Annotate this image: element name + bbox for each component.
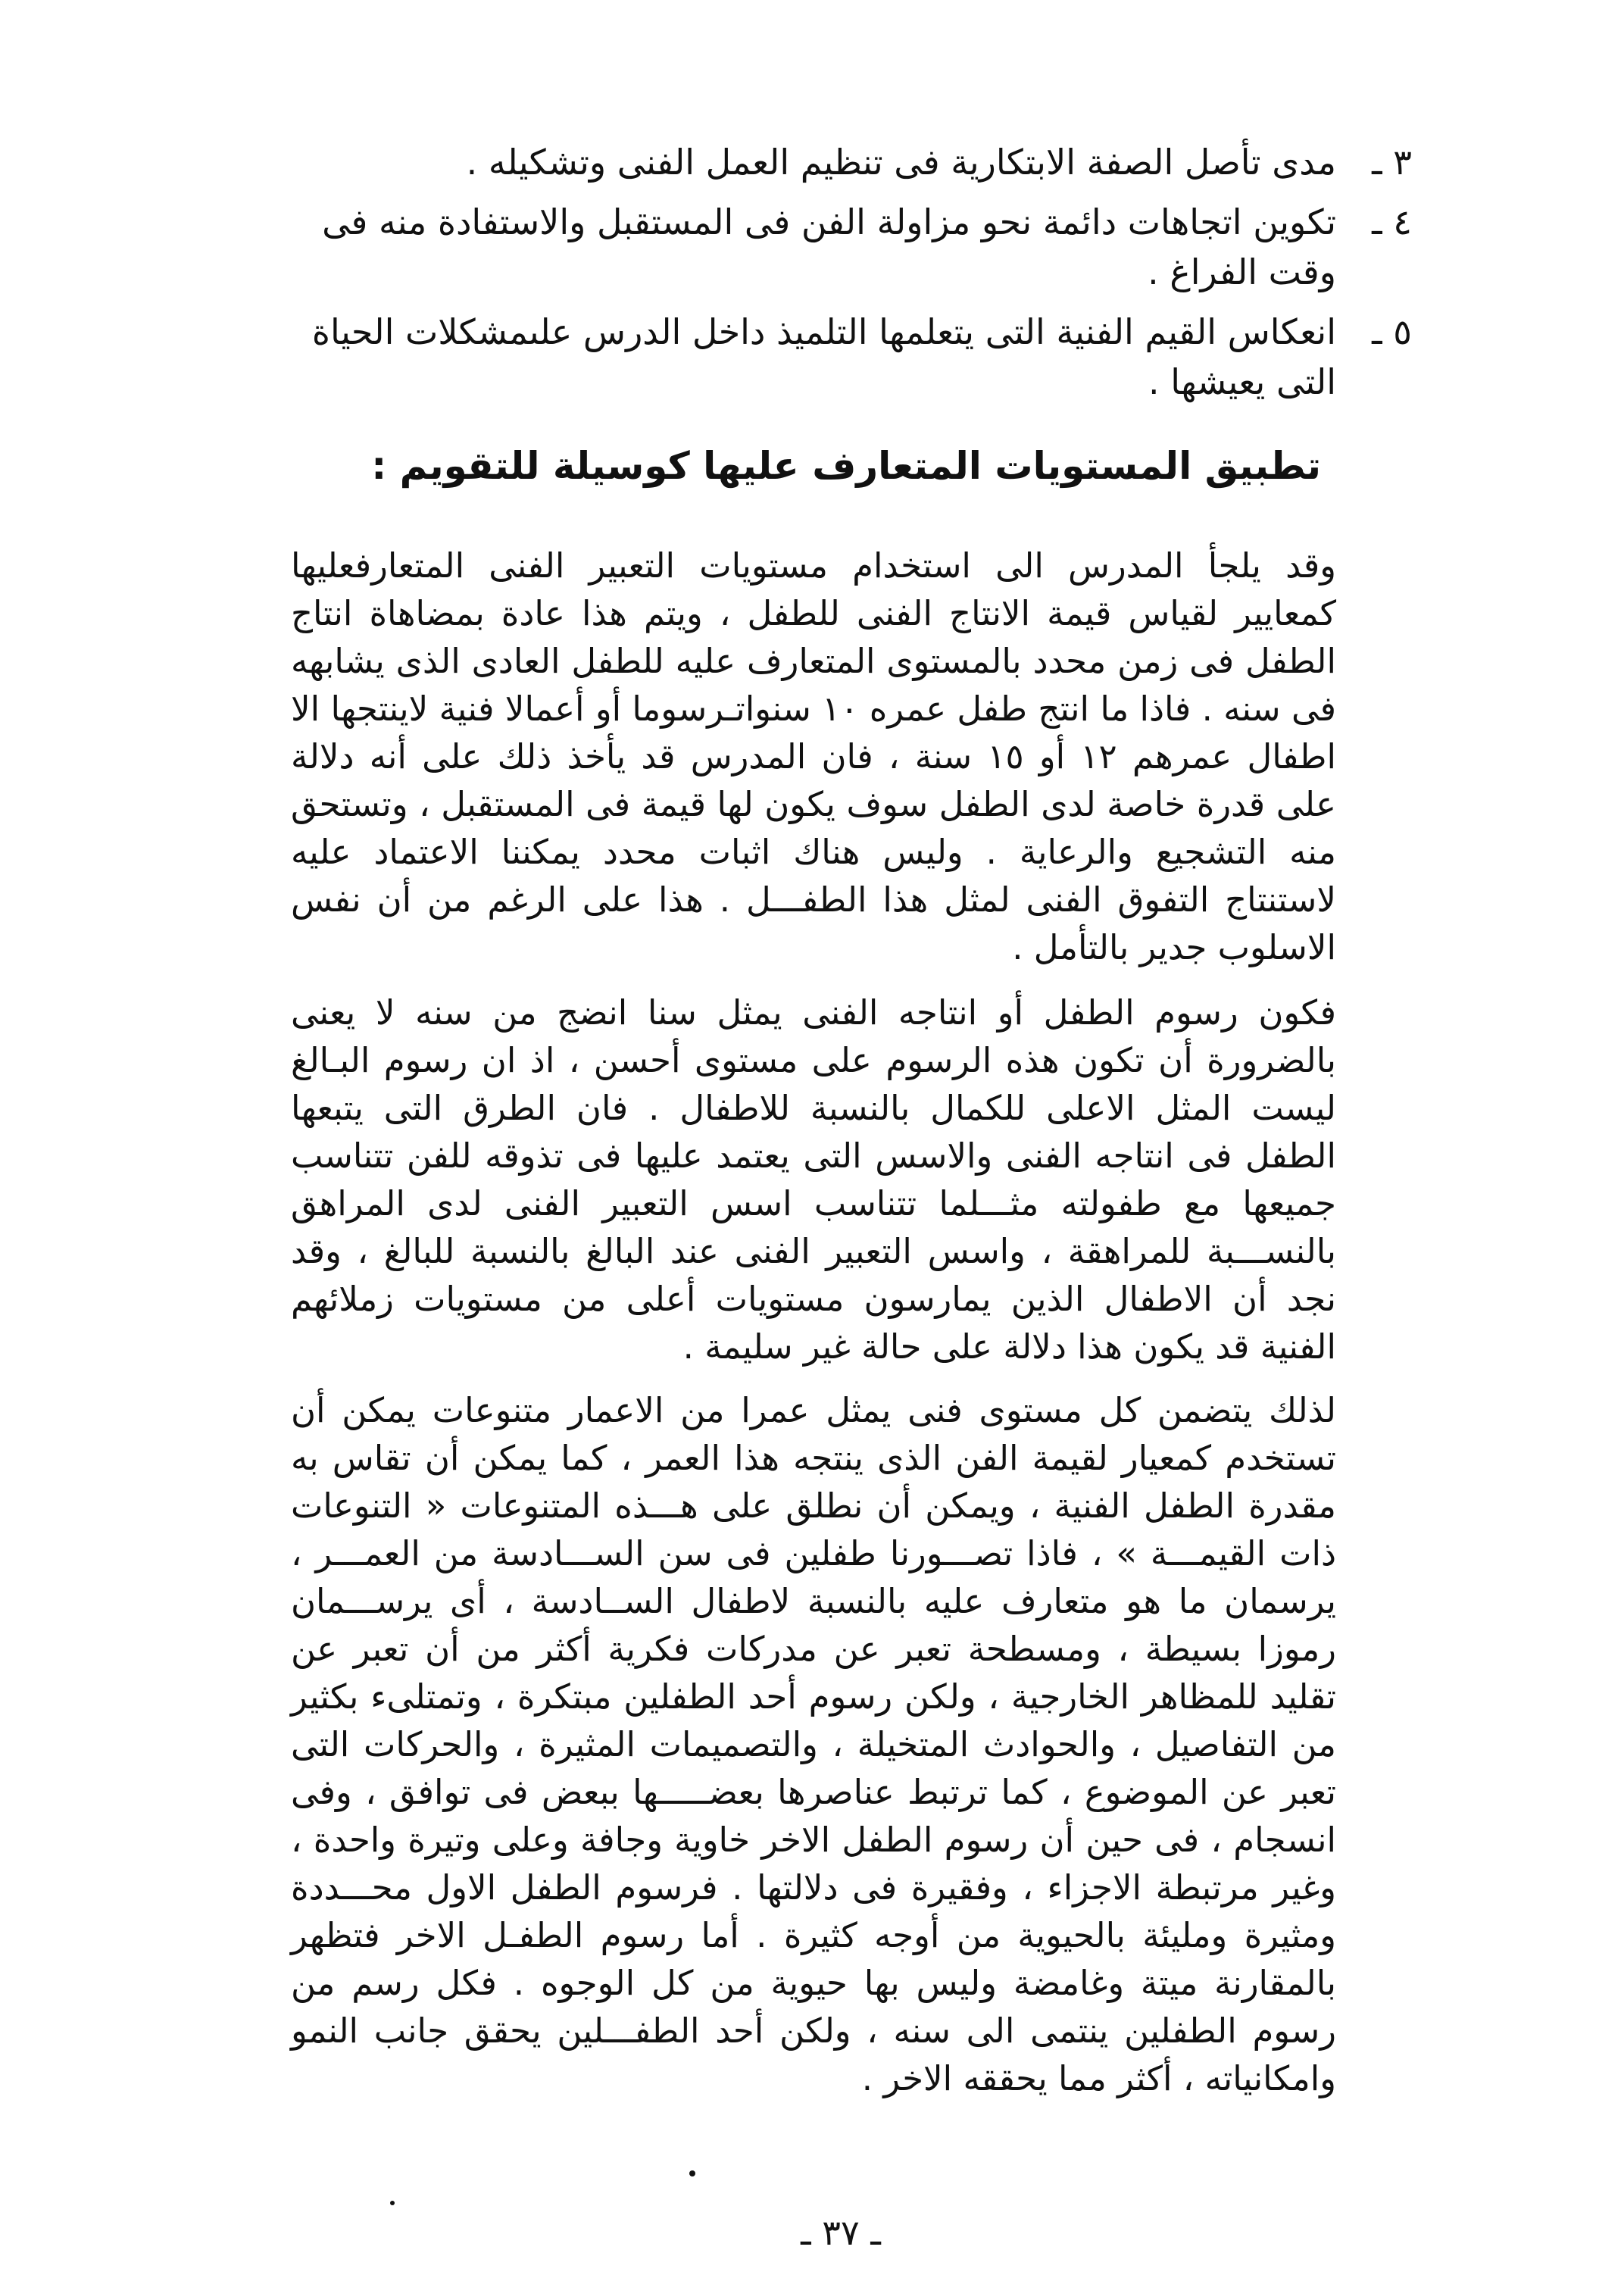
paragraph-3: لذلك يتضمن كل مستوى فنى يمثل عمرا من الاعمار متنوعات يمكن أن تستخدم كمعيار لقيمة الفن الذى ينتجه هذا العمر ، كما يمكن أن تقاس به مقدرة الطفل الفنية ، ويمكن أن نطلق على هـــذه المتنوعات « التنوعات ذات القيمـــة » ، فاذا تصـــورنا طفلين فى سن الســـادسة من العمـــر ، يرسمان ما هو متعارف عليه بالنسبة لاطفال الســادسة ، أى يرســـمان رموزا بسيطة ، ومسطحة تعبر عن مدركات فكرية أكثر من أن تعبر عن تقليد للمظاهر الخارجية ، ولكن رسوم أحد الطفلين مبتكرة ، وتمتلىء بكثير من التفاصيل ، والحوادث المتخيلة ، والتصميمات المثيرة ، والحركات التى تعبر عن الموضوع ، كما ترتبط عناصرها بعضـــــها ببعض فى توافق ، وفى انسجام ، فى حين أن رسوم الطفل الاخر خاوية وجافة وعلى وتيرة واحدة ، وغير مرتبطة الاجزاء ، وفقيرة فى دلالتها . فرسوم الطفل الاول محـــددة ومثيرة ومليئة بالحيوية من أوجه كثيرة . أما رسوم الطفـل الاخر فتظهر بالمقارنة ميتة وغامضة وليس بها حيوية من كل الوجوه . فكل رسم من رسوم الطفلين ينتمى الى سنه ، ولكن أحد الطفـــلين يحقق جانب النمو وامكانياته ، أكثر مما يحققه الاخر . — [291, 1390, 1336, 2098]
list-item-text: مدى تأصل الصفة الابتكارية فى تنظيم العمل الفنى وتشكيله . — [466, 142, 1336, 183]
list-item-text: انعكاس القيم الفنية التى يتعلمها التلميذ داخل الدرس علىمشكلات الحياة التى يعيشها . — [311, 311, 1336, 402]
paragraph-1: وقد يلجأ المدرس الى استخدام مستويات التعبير الفنى المتعارفعليها كمعايير لقياس قيمة الانتاج الفنى للطفل ، ويتم هذا عادة بمضاهاة انتاج الطفل فى زمن محدد بالمستوى المتعارف عليه للطفل العادى الذى يشابهه فى سنه . فاذا ما انتج طفل عمره ١٠ سنواتـرسوما أو أعمالا فنية لاينتجها الا اطفال عمرهم ١٢ أو ١٥ سنة ، فان المدرس قد يأخذ ذلك على أنه دلالة على قدرة خاصة لدى الطفل سوف يكون لها قيمة فى المستقبل ، وتستحق منه التشجيع والرعاية . وليس هناك اثبات محدد يمكننا الاعتماد عليه لاستنتاج التفوق الفنى لمثل هذا الطفـــل . هذا على الرغم من أن نفس الاسلوب جدير بالتأمل . — [291, 545, 1336, 967]
list-number: ٣ ـ — [1372, 142, 1412, 183]
list-number: ٥ ـ — [1372, 311, 1412, 352]
list-number: ٤ ـ — [1372, 202, 1412, 242]
page-number: ـ ٣٧ ـ — [801, 2212, 881, 2253]
list-item-text: تكوين اتجاهات دائمة نحو مزاولة الفن فى المستقبل والاستفادة منه فى وقت الفراغ . — [322, 202, 1336, 292]
list-item-5 — [276, 307, 1412, 407]
list-item-4 — [276, 197, 1412, 297]
list-item-3 — [276, 129, 1412, 195]
ink-speck — [689, 2170, 695, 2176]
ink-speck — [390, 2201, 395, 2205]
paragraph-2: فكون رسوم الطفل أو انتاجه الفنى يمثل سنا انضج من سنه لا يعنى بالضرورة أن تكون هذه الرسوم على مستوى أحسن ، اذ ان رسوم البـالغ ليست المثل الاعلى للكمال بالنسبة للاطفال . فان الطرق التى يتبعها الطفل فى انتاجه الفنى والاسس التى يعتمد عليها فى تذوقه للفن تتناسب جميعها مع طفولته مثـــلما تتناسب اسس التعبير الفنى لدى المراهق بالنســـبة للمراهقة ، واسس التعبير الفنى عند البالغ بالنسبة للبالغ ، وقد نجد أن الاطفال الذين يمارسون مستويات أعلى من مستويات زملائهم الفنية قد يكون هذا دلالة على حالة غير سليمة . — [291, 992, 1336, 1367]
section-heading: تطبيق المستويات المتعارف عليها كوسيلة للتقويم : — [371, 444, 1321, 488]
